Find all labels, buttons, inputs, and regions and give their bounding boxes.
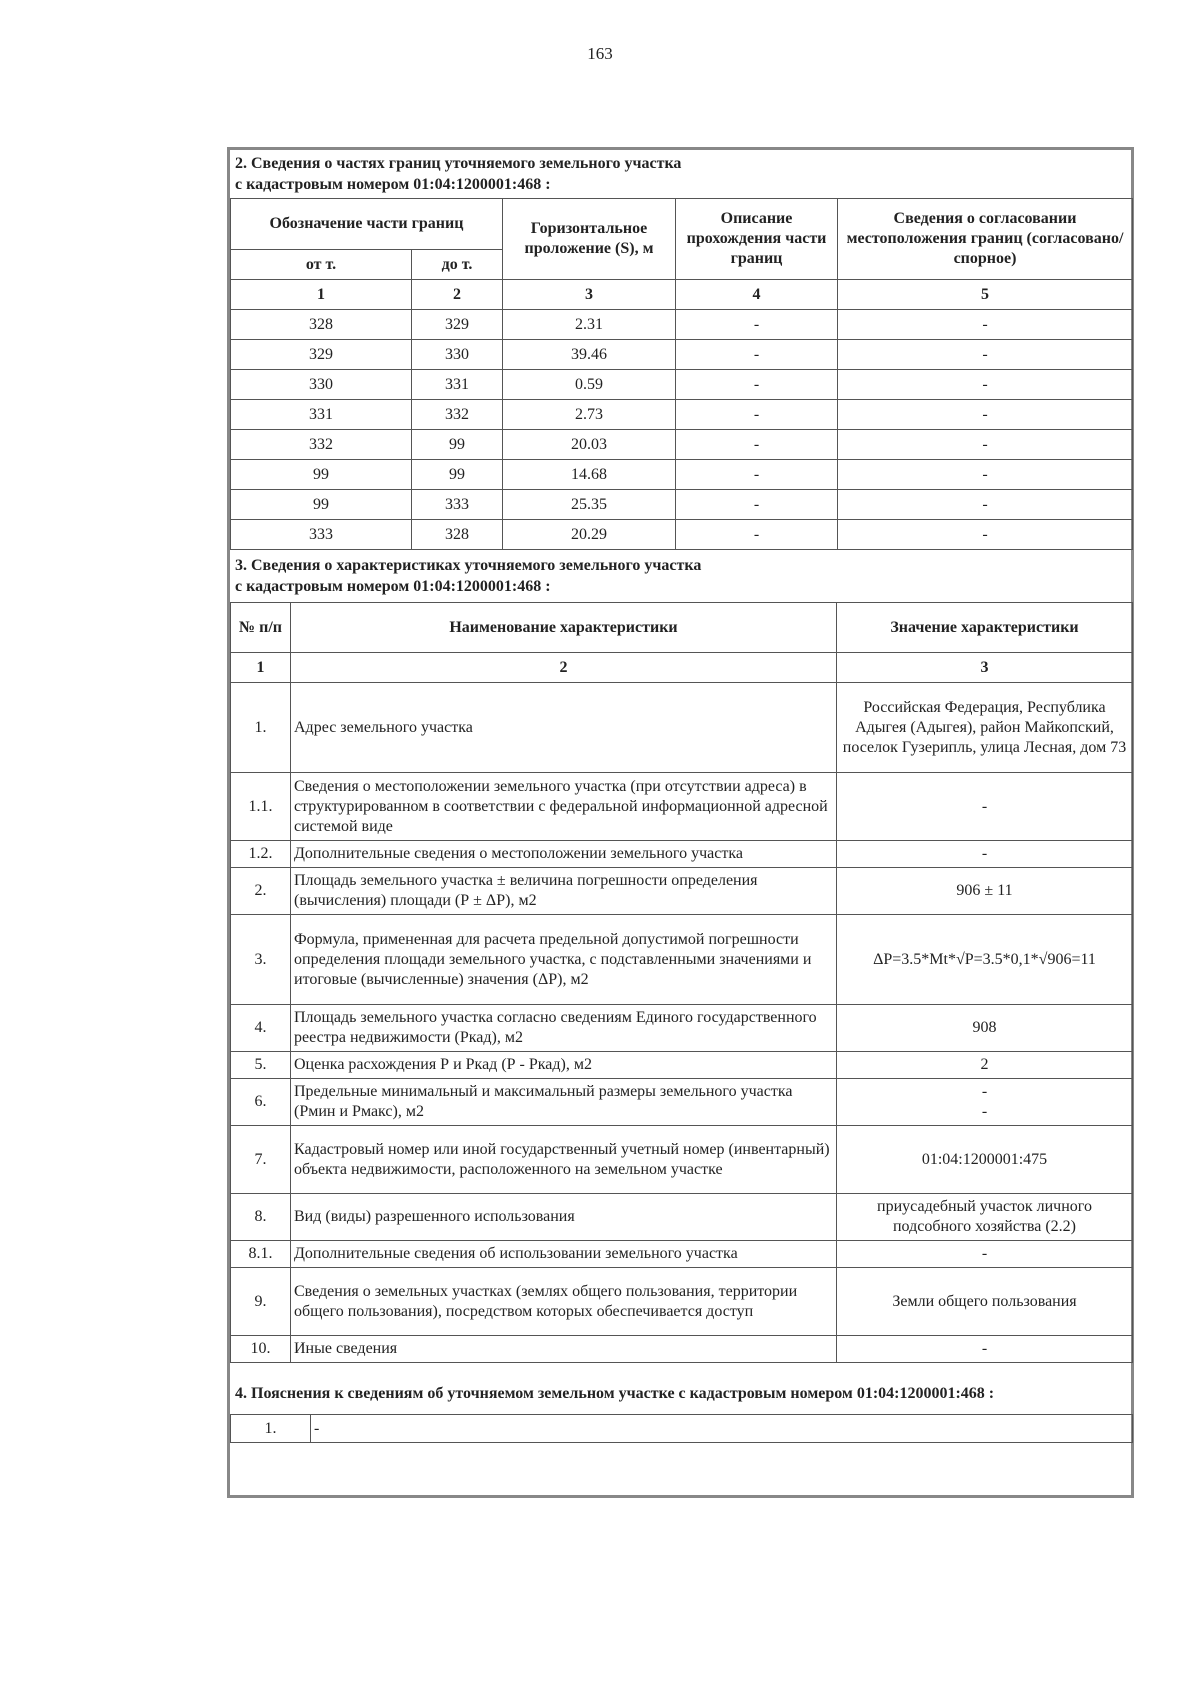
column-number: 1	[231, 280, 412, 310]
length-cell: 20.03	[503, 430, 676, 460]
characteristic-name-cell: Площадь земельного участка согласно сведениям Единого государственного реестра недвижимости (Ркад), м2	[291, 1005, 837, 1052]
section-3-title-line1: 3. Сведения о характеристиках уточняемого земельного участка	[235, 557, 702, 574]
table-row	[231, 915, 1133, 1005]
from-point-cell: 331	[231, 400, 412, 430]
from-point-cell: 330	[231, 370, 412, 400]
table-row	[231, 310, 1133, 340]
characteristic-value-cell: 01:04:1200001:475	[837, 1126, 1133, 1194]
description-cell: -	[676, 430, 838, 460]
to-point-cell: 99	[412, 430, 503, 460]
table-row	[231, 1241, 1133, 1268]
row-number-cell: 8.	[231, 1194, 291, 1241]
length-cell: 0.59	[503, 370, 676, 400]
boundary-parts-table	[230, 198, 1133, 550]
to-point-cell: 329	[412, 310, 503, 340]
description-cell: -	[676, 520, 838, 550]
section-2-title-line1: 2. Сведения о частях границ уточняемого земельного участка	[235, 155, 682, 172]
table-row	[231, 1336, 1133, 1363]
agreement-cell: -	[838, 340, 1133, 370]
from-point-cell: 333	[231, 520, 412, 550]
max-size-value: -	[981, 1103, 988, 1120]
header-boundary-description: Описание прохождения части границ	[676, 199, 838, 280]
table-row	[231, 841, 1133, 868]
page-number: 163	[587, 44, 613, 63]
description-cell: -	[676, 460, 838, 490]
table-row	[231, 1415, 1133, 1443]
agreement-cell: -	[838, 520, 1133, 550]
description-cell: -	[676, 370, 838, 400]
header-characteristic-name: Наименование характеристики	[291, 603, 837, 653]
row-number-cell: 1.2.	[231, 841, 291, 868]
row-number-cell: 1.	[231, 683, 291, 773]
column-number: 4	[676, 280, 838, 310]
characteristic-value-cell: 906 ± 11	[837, 868, 1133, 915]
length-cell: 2.31	[503, 310, 676, 340]
explanation-number-cell: 1.	[231, 1415, 311, 1443]
section-3-title-line2: с кадастровым номером 01:04:1200001:468 :	[235, 578, 551, 595]
row-number-cell: 10.	[231, 1336, 291, 1363]
column-number: 2	[291, 653, 837, 683]
characteristic-name-cell: Сведения о местоположении земельного участка (при отсутствии адреса) в структурированном в соответствии с федеральной информационной адресной системой виде	[291, 773, 837, 841]
table-row	[231, 460, 1133, 490]
characteristic-name-cell: Вид (виды) разрешенного использования	[291, 1194, 837, 1241]
row-number-cell: 3.	[231, 915, 291, 1005]
length-cell: 20.29	[503, 520, 676, 550]
table-row	[231, 1268, 1133, 1336]
explanations-table	[230, 1414, 1133, 1443]
description-cell: -	[676, 310, 838, 340]
characteristic-name-cell: Дополнительные сведения о местоположении земельного участка	[291, 841, 837, 868]
length-cell: 39.46	[503, 340, 676, 370]
table-row	[231, 773, 1133, 841]
to-point-cell: 328	[412, 520, 503, 550]
section-2-title	[235, 153, 681, 195]
agreement-cell: -	[838, 370, 1133, 400]
agreement-cell: -	[838, 490, 1133, 520]
table-row	[231, 370, 1133, 400]
characteristic-name-cell: Иные сведения	[291, 1336, 837, 1363]
characteristic-name-cell: Предельные минимальный и максимальный размеры земельного участка (Рмин и Рмакс), м2	[291, 1079, 837, 1126]
column-number: 2	[412, 280, 503, 310]
from-point-cell: 328	[231, 310, 412, 340]
characteristics-table	[230, 602, 1133, 1363]
row-number-cell: 9.	[231, 1268, 291, 1336]
characteristic-value-cell: -	[837, 773, 1133, 841]
section-3-title	[235, 555, 701, 597]
header-from-point: от т.	[231, 250, 412, 280]
column-number: 3	[837, 653, 1133, 683]
characteristic-value-cell: Российская Федерация, Республика Адыгея (Адыгея), район Майкопский, поселок Гузерипль, улица Лесная, дом 73	[837, 683, 1133, 773]
characteristic-value-cell: 908	[837, 1005, 1133, 1052]
table-row	[231, 1005, 1133, 1052]
characteristic-value-cell: -	[837, 1336, 1133, 1363]
description-cell: -	[676, 340, 838, 370]
header-boundary-part-designation: Обозначение части границ	[231, 199, 503, 250]
to-point-cell: 332	[412, 400, 503, 430]
characteristic-name-cell: Площадь земельного участка ± величина погрешности определения (вычисления) площади (Р ± ΔР), м2	[291, 868, 837, 915]
table-row	[231, 400, 1133, 430]
characteristic-value-cell: 2	[837, 1052, 1133, 1079]
column-number: 3	[503, 280, 676, 310]
table-row	[231, 340, 1133, 370]
length-cell: 2.73	[503, 400, 676, 430]
table-row	[231, 1052, 1133, 1079]
characteristic-value-cell: -	[837, 1241, 1133, 1268]
to-point-cell: 331	[412, 370, 503, 400]
table-row	[231, 1079, 1133, 1126]
table-row	[231, 490, 1133, 520]
table-row	[231, 683, 1133, 773]
row-number-cell: 4.	[231, 1005, 291, 1052]
length-cell: 14.68	[503, 460, 676, 490]
agreement-cell: -	[838, 460, 1133, 490]
section-4-title: 4. Пояснения к сведениям об уточняемом земельном участке с кадастровым номером 01:04:1200001:468 :	[235, 1385, 995, 1402]
header-boundary-agreement: Сведения о согласовании местоположения границ (согласовано/спорное)	[838, 199, 1133, 280]
row-number-cell: 5.	[231, 1052, 291, 1079]
from-point-cell: 99	[231, 460, 412, 490]
row-number-cell: 1.1.	[231, 773, 291, 841]
agreement-cell: -	[838, 430, 1133, 460]
column-number: 5	[838, 280, 1133, 310]
row-number-cell: 6.	[231, 1079, 291, 1126]
to-point-cell: 330	[412, 340, 503, 370]
characteristic-name-cell: Кадастровый номер или иной государственный учетный номер (инвентарный) объекта недвижимости, расположенного на земельном участке	[291, 1126, 837, 1194]
table-row	[231, 1194, 1133, 1241]
table-row	[231, 430, 1133, 460]
row-number-cell: 8.1.	[231, 1241, 291, 1268]
header-horizontal-length: Горизонтальное проложение (S), м	[503, 199, 676, 280]
header-row-number: № п/п	[231, 603, 291, 653]
characteristic-value-cell: ΔP=3.5*Mt*√P=3.5*0,1*√906=11	[837, 915, 1133, 1005]
characteristic-name-cell: Формула, примененная для расчета предельной допустимой погрешности определения площади земельного участка, с подставленными значениями и итоговые (вычисленные) значения (ΔР), м2	[291, 915, 837, 1005]
min-size-value: -	[981, 1083, 988, 1100]
column-numbers-row	[231, 280, 1133, 310]
to-point-cell: 333	[412, 490, 503, 520]
length-cell: 25.35	[503, 490, 676, 520]
characteristic-value-cell: Земли общего пользования	[837, 1268, 1133, 1336]
section-2-title-line2: с кадастровым номером 01:04:1200001:468 :	[235, 176, 551, 193]
description-cell: -	[676, 490, 838, 520]
characteristic-name-cell: Оценка расхождения Р и Ркад (Р - Ркад), м2	[291, 1052, 837, 1079]
table-row	[231, 1126, 1133, 1194]
characteristic-name-cell: Сведения о земельных участках (землях общего пользования, территории общего пользования), посредством которых обеспечивается доступ	[291, 1268, 837, 1336]
explanation-text-cell: -	[311, 1415, 1133, 1443]
from-point-cell: 332	[231, 430, 412, 460]
description-cell: -	[676, 400, 838, 430]
to-point-cell: 99	[412, 460, 503, 490]
from-point-cell: 329	[231, 340, 412, 370]
header-characteristic-value: Значение характеристики	[837, 603, 1133, 653]
row-number-cell: 2.	[231, 868, 291, 915]
characteristic-name-cell: Адрес земельного участка	[291, 683, 837, 773]
from-point-cell: 99	[231, 490, 412, 520]
agreement-cell: -	[838, 310, 1133, 340]
header-to-point: до т.	[412, 250, 503, 280]
table-row	[231, 868, 1133, 915]
row-number-cell: 7.	[231, 1126, 291, 1194]
agreement-cell: -	[838, 400, 1133, 430]
table-row	[231, 520, 1133, 550]
characteristic-name-cell: Дополнительные сведения об использовании земельного участка	[291, 1241, 837, 1268]
column-numbers-row	[231, 653, 1133, 683]
characteristic-value-cell: -	[837, 841, 1133, 868]
column-number: 1	[231, 653, 291, 683]
characteristic-value-cell	[837, 1079, 1133, 1126]
characteristic-value-cell: приусадебный участок личного подсобного хозяйства (2.2)	[837, 1194, 1133, 1241]
